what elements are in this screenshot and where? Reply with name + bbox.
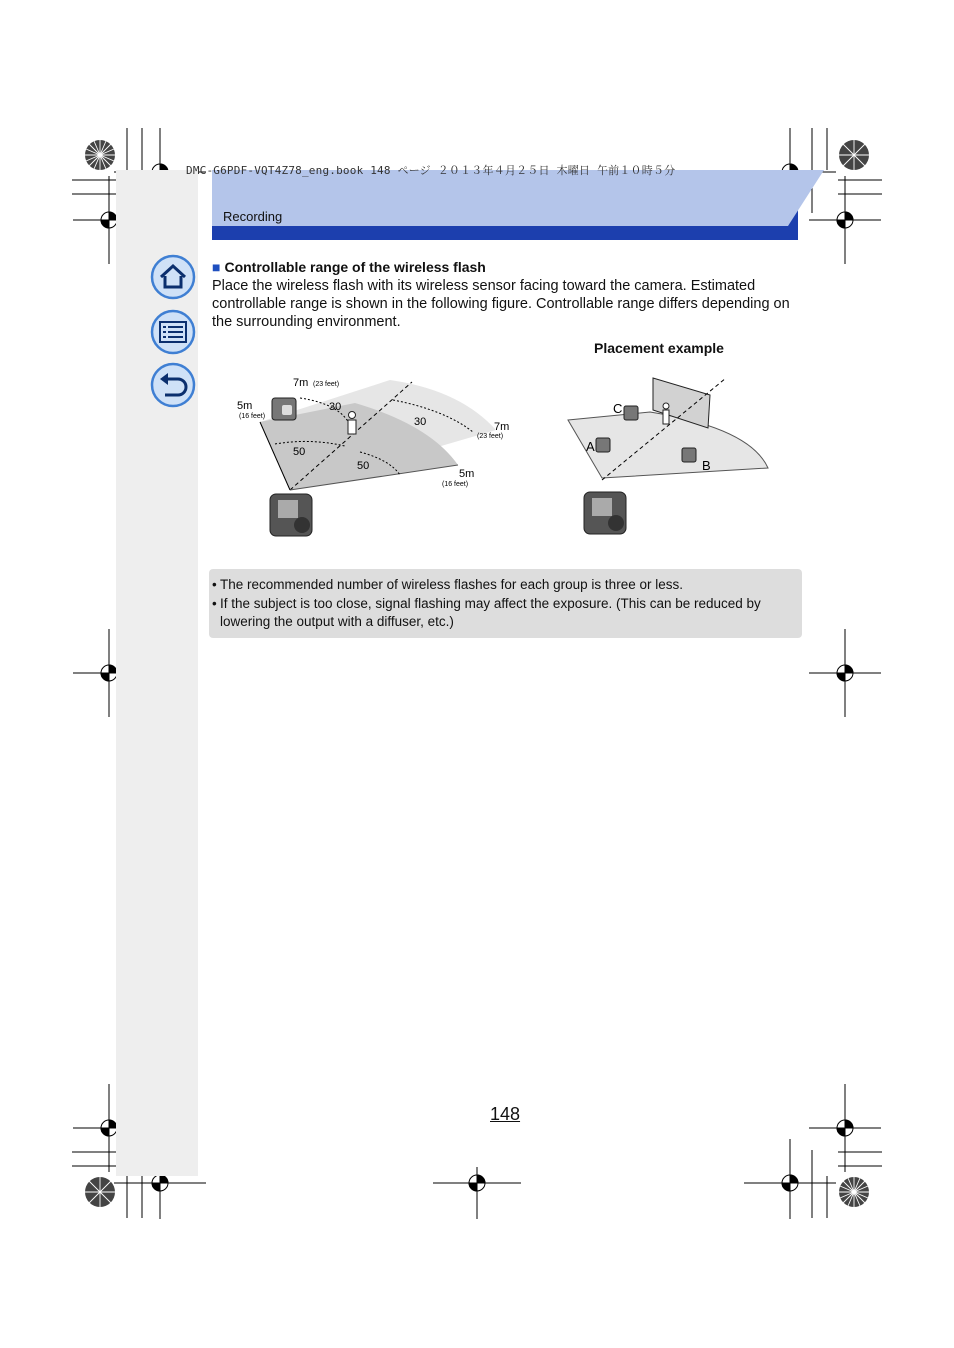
angle-50-left: 50 [293, 446, 306, 458]
range-7m-top-feet: (23 feet) [313, 381, 340, 388]
menu-button[interactable] [150, 309, 196, 355]
back-button[interactable] [150, 362, 196, 408]
placement-label-b: B [702, 458, 711, 473]
range-5m-left-feet: (16 feet) [239, 413, 266, 420]
range-7m-right: 7m [494, 421, 510, 433]
home-button[interactable] [150, 254, 196, 300]
notes-box [209, 569, 802, 638]
range-5m-left: 5m [237, 400, 253, 412]
angle-30-right: 30 [414, 416, 427, 428]
placement-label-c: C [613, 401, 623, 416]
page-number: 148 [490, 1104, 521, 1124]
note-item: • The recommended number of wireless flashes for each group is three or less. [212, 576, 787, 594]
section-header-label: Recording [223, 209, 283, 224]
section-title [212, 259, 486, 275]
section-title-text: Controllable range of the wireless flash [224, 259, 486, 275]
section-bullet-icon: ■ [212, 259, 221, 275]
range-7m-top: 7m [293, 377, 309, 389]
range-5m-right: 5m [459, 468, 475, 480]
range-diagram [260, 380, 496, 536]
placement-diagram [568, 378, 768, 534]
note-item: • If the subject is too close, signal flashing may affect the exposure. (This can be reduced by lowering the output with a diffuser, etc.) [212, 595, 787, 631]
wireless-flash-range-figure [230, 370, 790, 550]
note-text: If the subject is too close, signal flashing may affect the exposure. (This can be reduced by lowering the output with a diffuser, etc.) [220, 596, 761, 629]
note-text: The recommended number of wireless flashes for each group is three or less. [220, 577, 683, 592]
angle-50-right: 50 [357, 460, 370, 472]
section-header-band [198, 170, 824, 242]
range-5m-right-feet: (16 feet) [442, 481, 469, 488]
section-body: Place the wireless flash with its wireless sensor facing toward the camera. Estimated controllable range is shown in the following figure. Controllable range differs depending on the surrounding environment. [212, 278, 790, 330]
angle-30-left: 30 [329, 401, 342, 413]
placement-label-a: A [586, 439, 595, 454]
range-7m-right-feet: (23 feet) [477, 433, 504, 440]
placement-example-title: Placement example [594, 340, 724, 356]
print-header-line: DMC-G6PDF-VQT4Z78_eng.book 148 ページ ２０１３年４月２５日 木曜日 午前１０時５分 [186, 164, 676, 177]
